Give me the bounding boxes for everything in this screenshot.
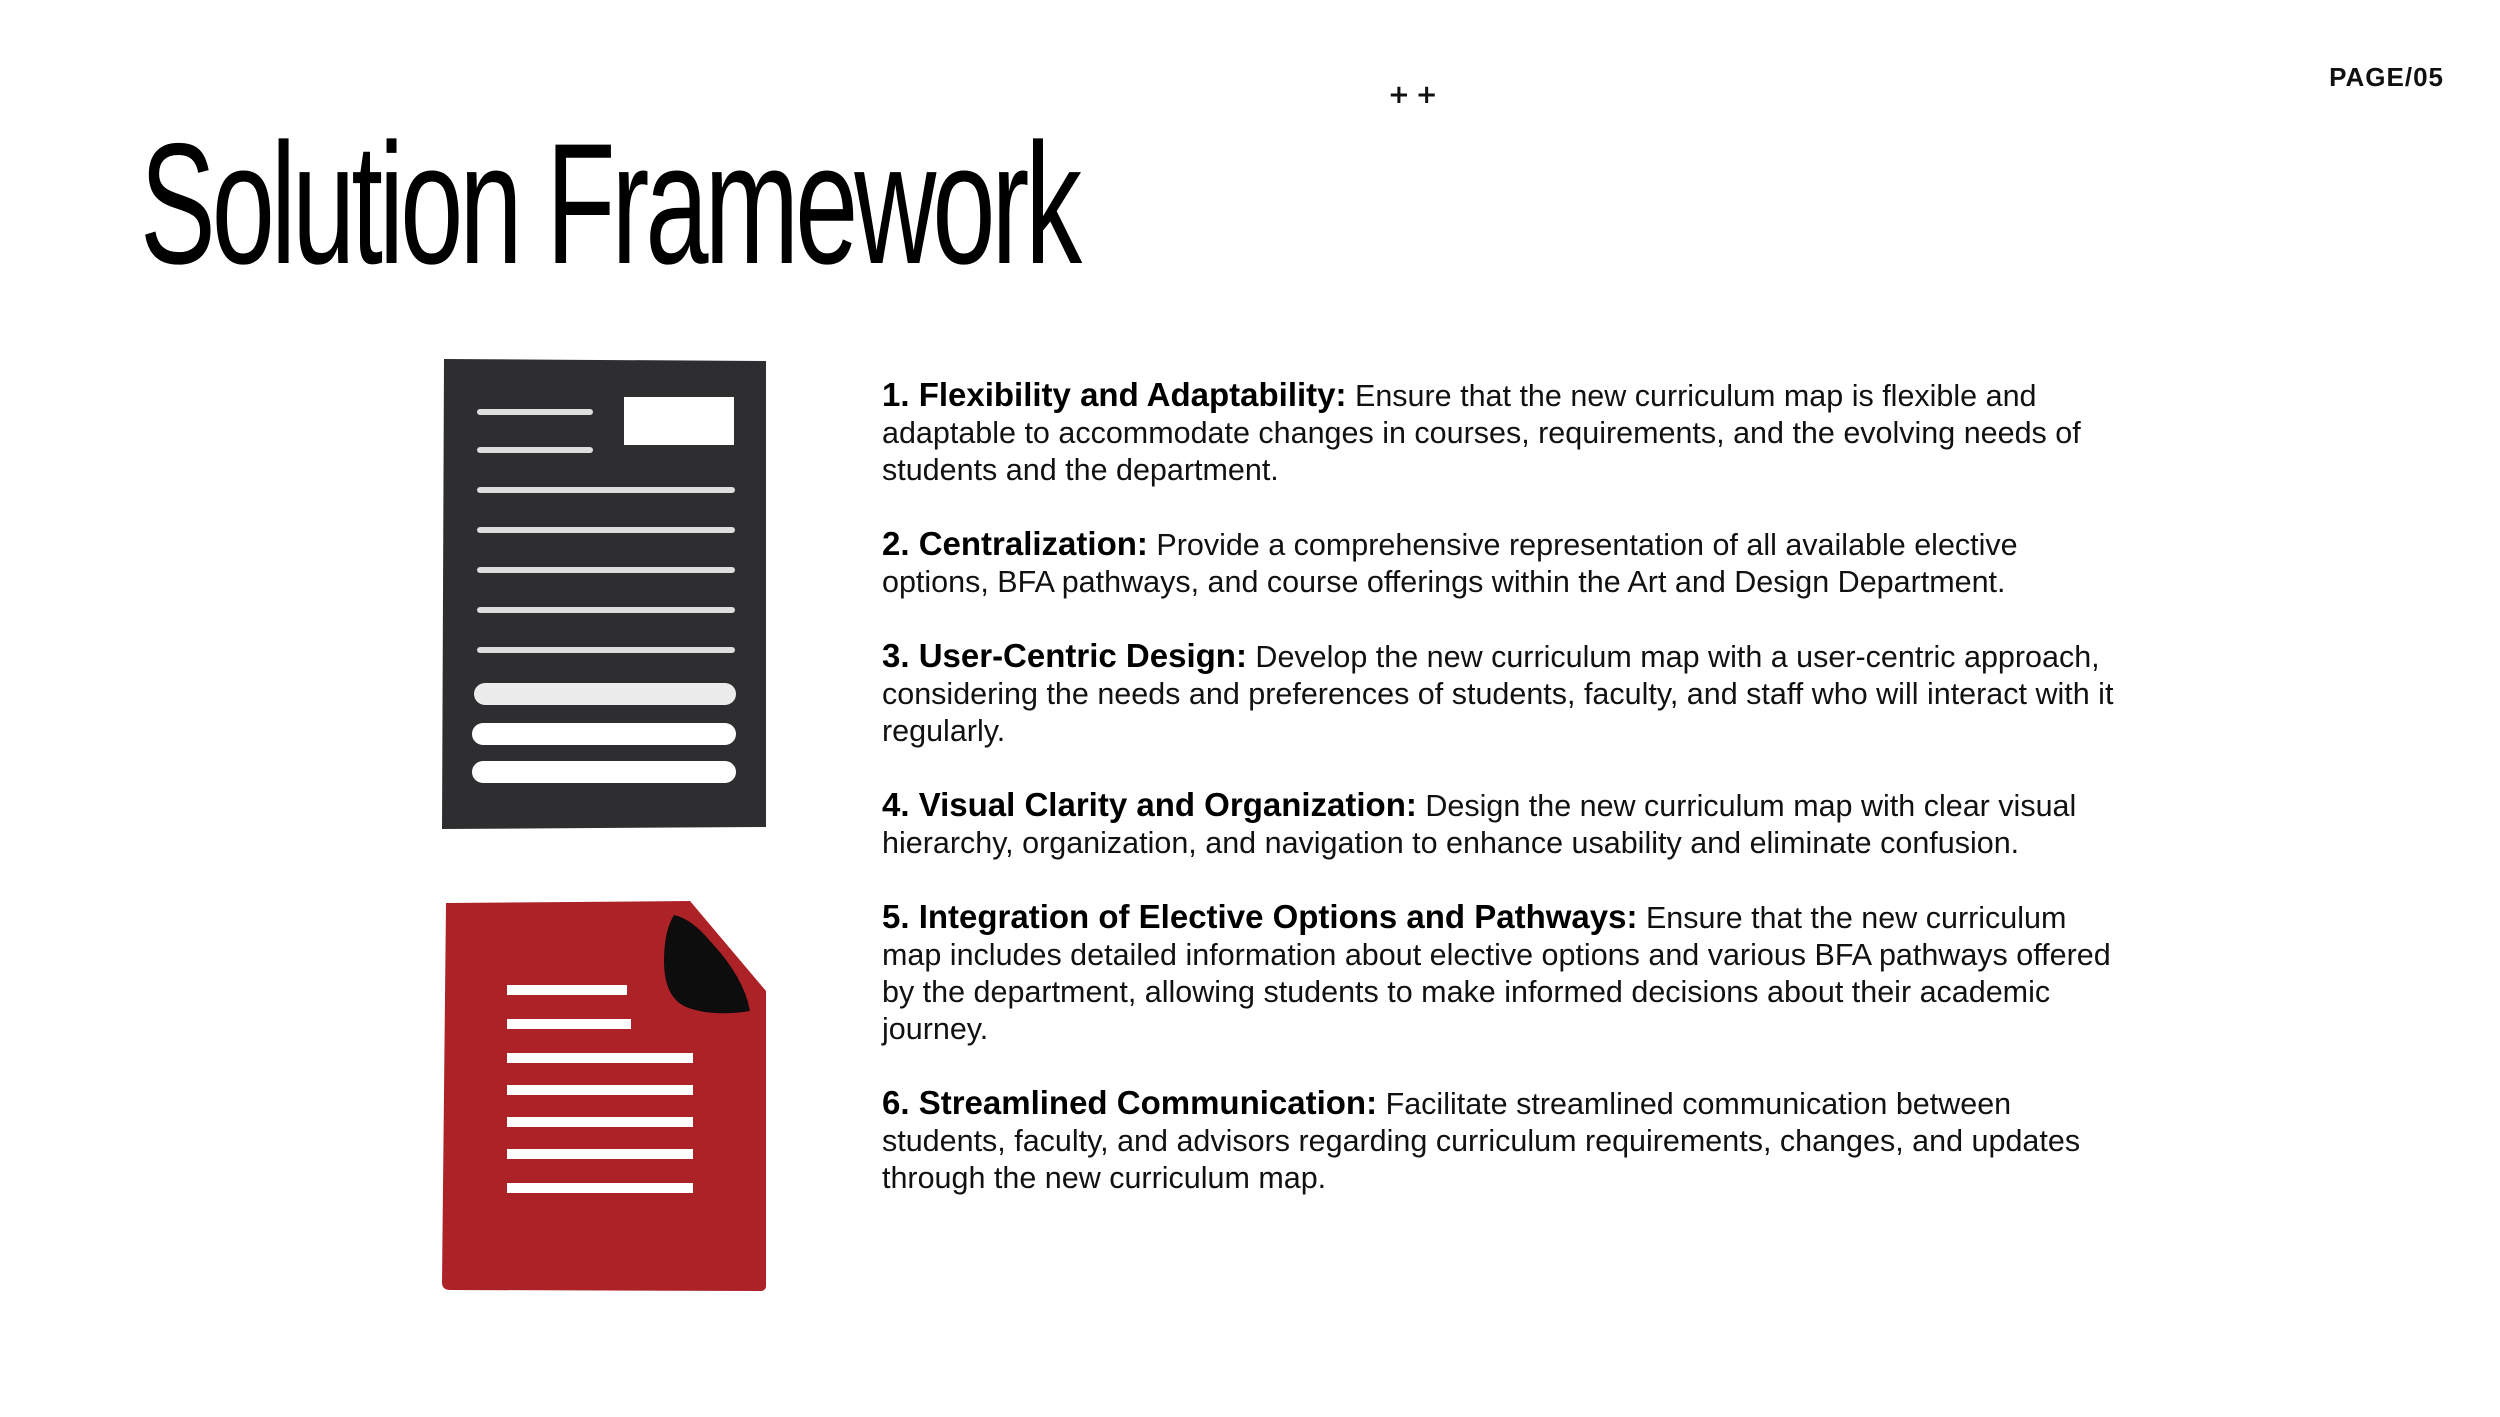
- item-heading: 5. Integration of Elective Options and Pathways:: [882, 898, 1638, 935]
- item-heading: 3. User-Centric Design:: [882, 637, 1247, 674]
- item-heading: 1. Flexibility and Adaptability:: [882, 376, 1347, 413]
- framework-item: [882, 1084, 2132, 1197]
- item-text: Provide a comprehensive representation of all available elective options, BFA pathways, and course offerings within the Art and Design Department.: [882, 528, 2018, 599]
- item-text: Design the new curriculum map with clear visual hierarchy, organization, and navigation to enhance usability and eliminate confusion.: [882, 789, 2077, 860]
- document-red-icon: [442, 901, 768, 1291]
- page-number: PAGE/05: [2329, 62, 2444, 92]
- plus-decoration: ++: [1388, 80, 1444, 110]
- item-text: Ensure that the new curriculum map includes detailed information about elective options and various BFA pathways offered by the department, allowing students to make informed decisions about their academic journey.: [882, 901, 2111, 1046]
- framework-item: [882, 637, 2132, 750]
- framework-list: [882, 376, 2132, 1233]
- item-heading: 6. Streamlined Communication:: [882, 1084, 1378, 1121]
- page-title: Solution Framework: [140, 108, 1079, 300]
- framework-item: [882, 376, 2132, 489]
- framework-item: [882, 898, 2132, 1048]
- item-heading: 2. Centralization:: [882, 525, 1148, 562]
- item-text: Ensure that the new curriculum map is flexible and adaptable to accommodate changes in courses, requirements, and the evolving needs of students and the department.: [882, 379, 2081, 487]
- item-text: Facilitate streamlined communication between students, faculty, and advisors regarding curriculum requirements, changes, and updates through the new curriculum map.: [882, 1087, 2081, 1195]
- framework-item: [882, 525, 2132, 601]
- item-heading: 4. Visual Clarity and Organization:: [882, 786, 1417, 823]
- framework-item: [882, 786, 2132, 862]
- document-dark-icon: [442, 357, 768, 829]
- item-text: Develop the new curriculum map with a user-centric approach, considering the needs and preferences of students, faculty, and staff who will interact with it regularly.: [882, 640, 2114, 748]
